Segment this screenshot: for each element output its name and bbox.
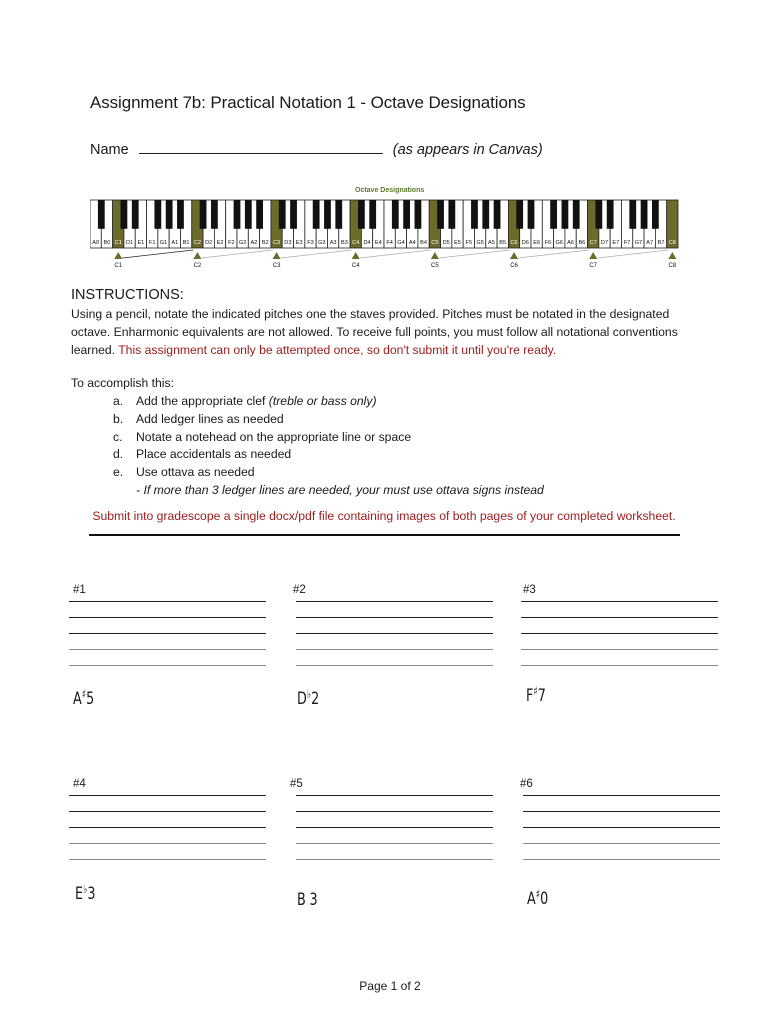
accomplish-label: To accomplish this: (71, 376, 174, 390)
black-key (528, 200, 535, 229)
step-sub-note: - If more than 3 ledger lines are needed, your must use ottava signs instead (136, 482, 544, 497)
key-label: D3 (284, 240, 292, 246)
pitch-label: B 3 (297, 890, 318, 910)
key-label: E6 (533, 240, 541, 246)
key-label: A0 (92, 240, 100, 246)
black-key (234, 200, 241, 229)
key-label: E1 (137, 240, 145, 246)
steps-list (113, 393, 544, 500)
marker-label: C6 (510, 263, 518, 269)
key-label: B1 (182, 240, 190, 246)
key-label: B7 (657, 240, 665, 246)
instructions-text: Using a pencil, notate the indicated pitches one the staves provided. Pitches must be notated in the designated octave. Enharmonic equivalents are not allowed. To receive full points, you must follow all notational conventions learned. (71, 307, 678, 357)
key-label: A1 (171, 240, 179, 246)
keyboard-title: Octave Designations (355, 187, 425, 194)
key-label: E2 (216, 240, 224, 246)
name-row (90, 138, 543, 158)
marker-triangle (668, 252, 676, 259)
black-key (595, 200, 602, 229)
key-label: A7 (646, 240, 654, 246)
pitch-label: E♭3 (75, 882, 96, 904)
black-key (392, 200, 399, 229)
marker-triangle (114, 252, 122, 259)
black-key (562, 200, 569, 229)
exercise-label: #3 (523, 584, 536, 596)
key-label: A4 (408, 240, 416, 246)
black-key (324, 200, 331, 229)
pitch-label: F♯7 (526, 684, 546, 706)
key-label: A6 (567, 240, 574, 246)
black-key (437, 200, 444, 229)
marker-label: C8 (668, 263, 677, 269)
marker-label: C5 (431, 263, 439, 269)
step-item: b. Add ledger lines as needed (113, 411, 284, 426)
black-key (494, 200, 501, 229)
black-key (550, 200, 557, 229)
octave-span-line (360, 250, 431, 258)
key-label: F5 (465, 240, 473, 246)
black-key (166, 200, 173, 229)
octave-span-line (281, 250, 352, 258)
staff[interactable] (296, 795, 493, 860)
black-key (245, 200, 252, 229)
key-label: B5 (499, 240, 507, 246)
black-key (403, 200, 410, 229)
marker-triangle (431, 252, 439, 259)
piano-keyboard-diagram (90, 198, 680, 270)
marker-label: C1 (114, 263, 123, 269)
key-label: E4 (374, 240, 382, 246)
black-key (200, 200, 207, 229)
black-key (358, 200, 365, 229)
black-key (482, 200, 489, 229)
name-note: (as appears in Canvas) (392, 142, 543, 158)
key-label: E7 (612, 240, 620, 246)
key-label: D7 (600, 240, 609, 246)
marker-label: C2 (193, 263, 202, 269)
marker-label: C4 (351, 263, 360, 269)
key-label: E3 (295, 240, 303, 246)
marker-triangle (193, 252, 201, 259)
black-key (516, 200, 523, 229)
marker-label: C7 (589, 263, 598, 269)
instructions-body (71, 305, 711, 359)
black-key (177, 200, 184, 229)
step-item: d. Place accidentals as needed (113, 447, 292, 462)
name-blank (139, 138, 383, 154)
key-label: C7 (589, 240, 597, 246)
black-key (98, 200, 105, 229)
staff[interactable] (69, 601, 266, 666)
key-label: F4 (386, 240, 393, 246)
key-label: C6 (510, 240, 518, 246)
marker-triangle (352, 252, 360, 259)
instructions-warning: This assignment can only be attempted once, so don't submit it until you're ready. (118, 343, 557, 357)
exercise-label: #4 (73, 778, 86, 790)
step-item: c. Notate a notehead on the appropriate line or space (113, 429, 412, 444)
key-label: B2 (261, 240, 269, 246)
key-label: G6 (555, 240, 564, 246)
exercise-label: #5 (290, 778, 303, 790)
exercise-label: #6 (520, 778, 533, 790)
key-label: C3 (272, 240, 281, 246)
key-label: F3 (307, 240, 314, 246)
octave-span-line (122, 250, 193, 258)
black-key (154, 200, 161, 229)
page-title: Assignment 7b: Practical Notation 1 - Octave Designations (90, 93, 526, 112)
staff[interactable] (296, 601, 493, 666)
key-label: G4 (397, 240, 405, 246)
black-key (279, 200, 286, 229)
key-label: G1 (159, 240, 168, 246)
marker-label: C3 (272, 263, 281, 269)
black-key (256, 200, 263, 229)
key-label: D1 (125, 240, 134, 246)
staff[interactable] (521, 601, 718, 666)
black-key (607, 200, 614, 229)
black-key (290, 200, 297, 229)
key-label: D5 (442, 240, 450, 246)
exercise-label: #2 (293, 584, 306, 596)
key-label: C4 (352, 240, 360, 246)
marker-triangle (510, 252, 518, 259)
key-label: G7 (634, 240, 643, 246)
page-number: Page 1 of 2 (359, 979, 421, 993)
name-label: Name (90, 142, 129, 158)
key-label: A5 (488, 240, 495, 246)
key-label: F1 (148, 240, 156, 246)
key-label: B3 (341, 240, 348, 246)
submit-instruction: Submit into gradescope a single docx/pdf file containing images of both pages of your completed worksheet. (92, 509, 676, 523)
key-label: B0 (103, 240, 111, 246)
black-key (641, 200, 648, 229)
key-label: A3 (329, 240, 337, 246)
instructions-heading: INSTRUCTIONS: (71, 287, 184, 303)
key-label: C5 (431, 240, 439, 246)
staff[interactable] (69, 795, 266, 860)
key-label: B4 (420, 240, 427, 246)
key-label: G5 (476, 240, 484, 246)
pitch-label: A♯5 (73, 687, 95, 709)
exercise-label: #1 (73, 584, 86, 596)
octave-span-line (439, 250, 510, 258)
pitch-label: A♯0 (527, 887, 549, 909)
staff[interactable] (523, 795, 720, 860)
key-label: D2 (205, 240, 213, 246)
black-key (121, 200, 128, 229)
key-label: E5 (454, 240, 461, 246)
black-key (573, 200, 580, 229)
key-label: G2 (238, 240, 247, 246)
key-label: F7 (623, 240, 631, 246)
key-label: B6 (578, 240, 586, 246)
key-label: A2 (250, 240, 258, 246)
key-label: D6 (521, 240, 529, 246)
step-item: e. Use ottava as needed (113, 465, 255, 480)
black-key (448, 200, 455, 229)
black-key (652, 200, 659, 229)
black-key (313, 200, 320, 229)
black-key (132, 200, 139, 229)
black-key (369, 200, 376, 229)
key-label: C2 (193, 240, 202, 246)
key-label: C8 (668, 240, 676, 246)
black-key (629, 200, 636, 229)
black-key (211, 200, 218, 229)
octave-span-line (597, 250, 668, 258)
octave-span-line (518, 250, 589, 258)
key-label: F6 (544, 240, 552, 246)
step-item: a. Add the appropriate clef (treble or bass only) (113, 394, 377, 408)
pitch-label: D♭2 (297, 687, 320, 709)
key-label: D4 (363, 240, 371, 246)
key-label: F2 (228, 240, 235, 246)
marker-triangle (273, 252, 281, 259)
octave-span-line (201, 250, 272, 258)
black-key (471, 200, 478, 229)
black-key (335, 200, 342, 229)
divider (89, 534, 680, 536)
key-label: C1 (114, 240, 122, 246)
marker-triangle (589, 252, 597, 259)
key-label: G3 (318, 240, 326, 246)
black-key (415, 200, 422, 229)
